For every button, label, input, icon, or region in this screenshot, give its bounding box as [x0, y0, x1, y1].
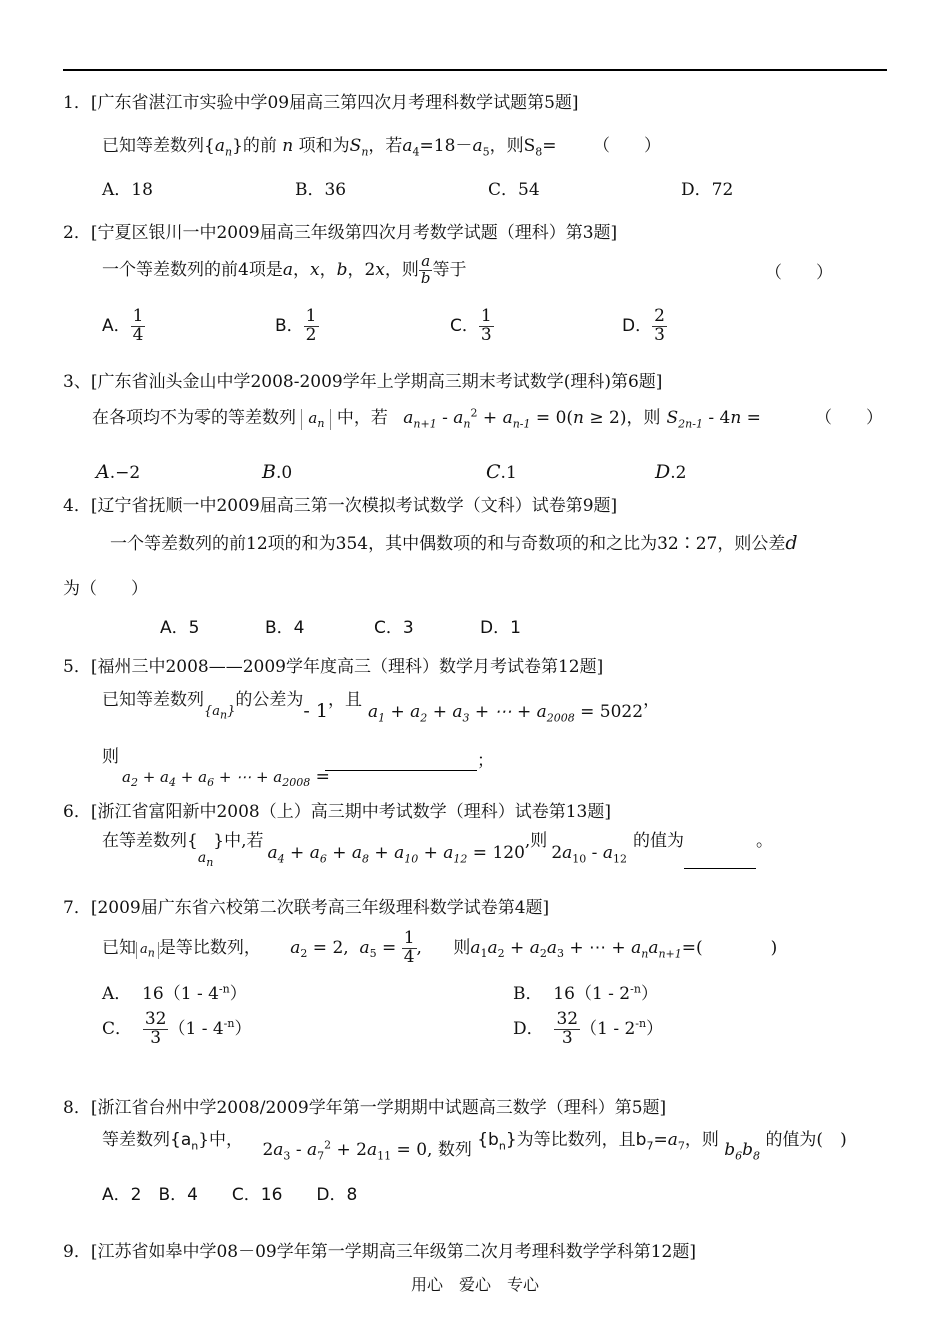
- q3-option-a: A.−2: [96, 461, 141, 483]
- top-rule: [63, 69, 887, 71]
- q8-options: A．2 B．4 C．16 D．8: [102, 1185, 358, 1205]
- q3-header: 3、[广东省汕头金山中学2008-2009学年上学期高三期末考试数学(理科)第6题]: [63, 372, 663, 392]
- q2-option-d: D． $\frac{2}{3}$: [622, 306, 665, 345]
- q4-stem-end: 为（ ）: [63, 579, 148, 599]
- q1-paren: （ ）: [593, 136, 661, 156]
- q7-option-b: B． $16(1 - 2^{-n})$: [513, 982, 658, 1004]
- q4-stem: 一个等差数列的前12项的和为354，其中偶数项的和与奇数项的和之比为32∶27，则公差d: [110, 532, 798, 554]
- q1-header: 1．[广东省湛江市实验中学09届高三第四次月考理科数学试题第5题]: [63, 93, 579, 113]
- q6-stem: 在等差数列$\{_{a_n}\}$中,若$a_4 + a_6 + a_8 + a_{10} + a_{12} = 120$,则$2a_{10} - a_{12}$的值为 。: [102, 831, 773, 869]
- q1-stem: 已知等差数列$\{a_n\}$的前 n 项和为$S_n$，若$a_4=18-a_5$，则$S_8=$: [102, 136, 557, 159]
- q4-option-d: D．1: [480, 618, 521, 638]
- q1-option-a: A．18: [102, 180, 153, 200]
- q5-header: 5．[福州三中2008——2009学年度高三（理科）数学月考试卷第12题]: [63, 657, 604, 677]
- page-footer: 用心 爱心 专心: [410, 1275, 539, 1294]
- q1-option-d: D．72: [681, 180, 734, 200]
- q2-option-c: C． $\frac{1}{3}$: [450, 306, 492, 345]
- q4-option-c: C．3: [374, 618, 414, 638]
- q3-paren: （ ）: [815, 408, 883, 428]
- q5-answer-blank[interactable]: ；: [325, 746, 494, 771]
- q7-option-c: C． $\frac{32}{3}$ $(1 - 4^{-n})$: [102, 1009, 252, 1048]
- q4-option-a: A．5: [160, 618, 200, 638]
- q7-stem: 已知 $a_n$ 是等比数列， $a_2 = 2$, $a_5$ = $\frac{1}{4}$ , 则$a_1a_2 + a_2a_3$ + ⋯ + $a_na_{n+1}=$( ): [102, 928, 778, 967]
- q9-header: 9．[江苏省如皋中学08－09学年第一学期高三年级第二次月考理科数学学科第12题]: [63, 1242, 696, 1262]
- q4-option-b: B．4: [265, 618, 305, 638]
- q2-paren: （ ）: [765, 263, 833, 283]
- q4-header: 4．[辽宁省抚顺一中2009届高三第一次模拟考试数学（文科）试卷第9题]: [63, 496, 618, 516]
- q2-stem: 一个等差数列的前4项是a，x，b，2x，则 $\frac{a}{b}$ 等于: [102, 252, 467, 287]
- q7-header: 7．[2009届广东省六校第二次联考高三年级理科数学试卷第4题]: [63, 898, 550, 918]
- q5-stem-line2: 则 $a_2 + a_4 + a_6$ + ⋯ + $a_{2008}$ =: [102, 747, 330, 789]
- q1-option-b: B．36: [295, 180, 347, 200]
- q2-option-b: B． $\frac{1}{2}$: [275, 306, 317, 345]
- q7-option-a: A． $16(1 - 4^{-n})$: [102, 982, 247, 1004]
- q6-answer-blank[interactable]: [684, 854, 756, 869]
- q3-stem: 在各项均不为零的等差数列 $a_n$ 中，若 $a_{n+1} - a_n^2 + a_{n-1} = 0(n \ge 2)$，则 $S_{2n-1} - 4n$ =: [92, 406, 761, 431]
- q6-header: 6．[浙江省富阳新中2008（上）高三期中考试数学（理科）试卷第13题]: [63, 802, 611, 822]
- q1-option-c: C．54: [488, 180, 540, 200]
- q3-option-b: B.0: [262, 461, 293, 483]
- q3-option-c: C.1: [486, 461, 517, 483]
- q8-stem: 等差数列$\{a_n\}$中， $2a_3 - a_7^2 + 2a_{11} = 0$, 数列 $\{b_n\}$为等比数列，且$b_7=a_7$，则 $b_6b_8$ 的值为( ): [102, 1130, 847, 1163]
- q8-header: 8．[浙江省台州中学2008/2009学年第一学期期中试题高三数学（理科）第5题]: [63, 1098, 667, 1118]
- q5-stem-line1: 已知等差数列$_{\{a_n\}}$的公差为- 1，且$a_1 + a_2 + a_3$ + ⋯ + $a_{2008} = 5022$，: [102, 690, 661, 725]
- q7-option-d: D． $\frac{32}{3}$ $(1 - 2^{-n})$: [513, 1009, 664, 1048]
- q3-option-d: D.2: [655, 461, 687, 483]
- q2-header: 2．[宁夏区银川一中2009届高三年级第四次月考数学试题（理科）第3题]: [63, 223, 618, 243]
- q2-option-a: A． $\frac{1}{4}$: [102, 306, 144, 345]
